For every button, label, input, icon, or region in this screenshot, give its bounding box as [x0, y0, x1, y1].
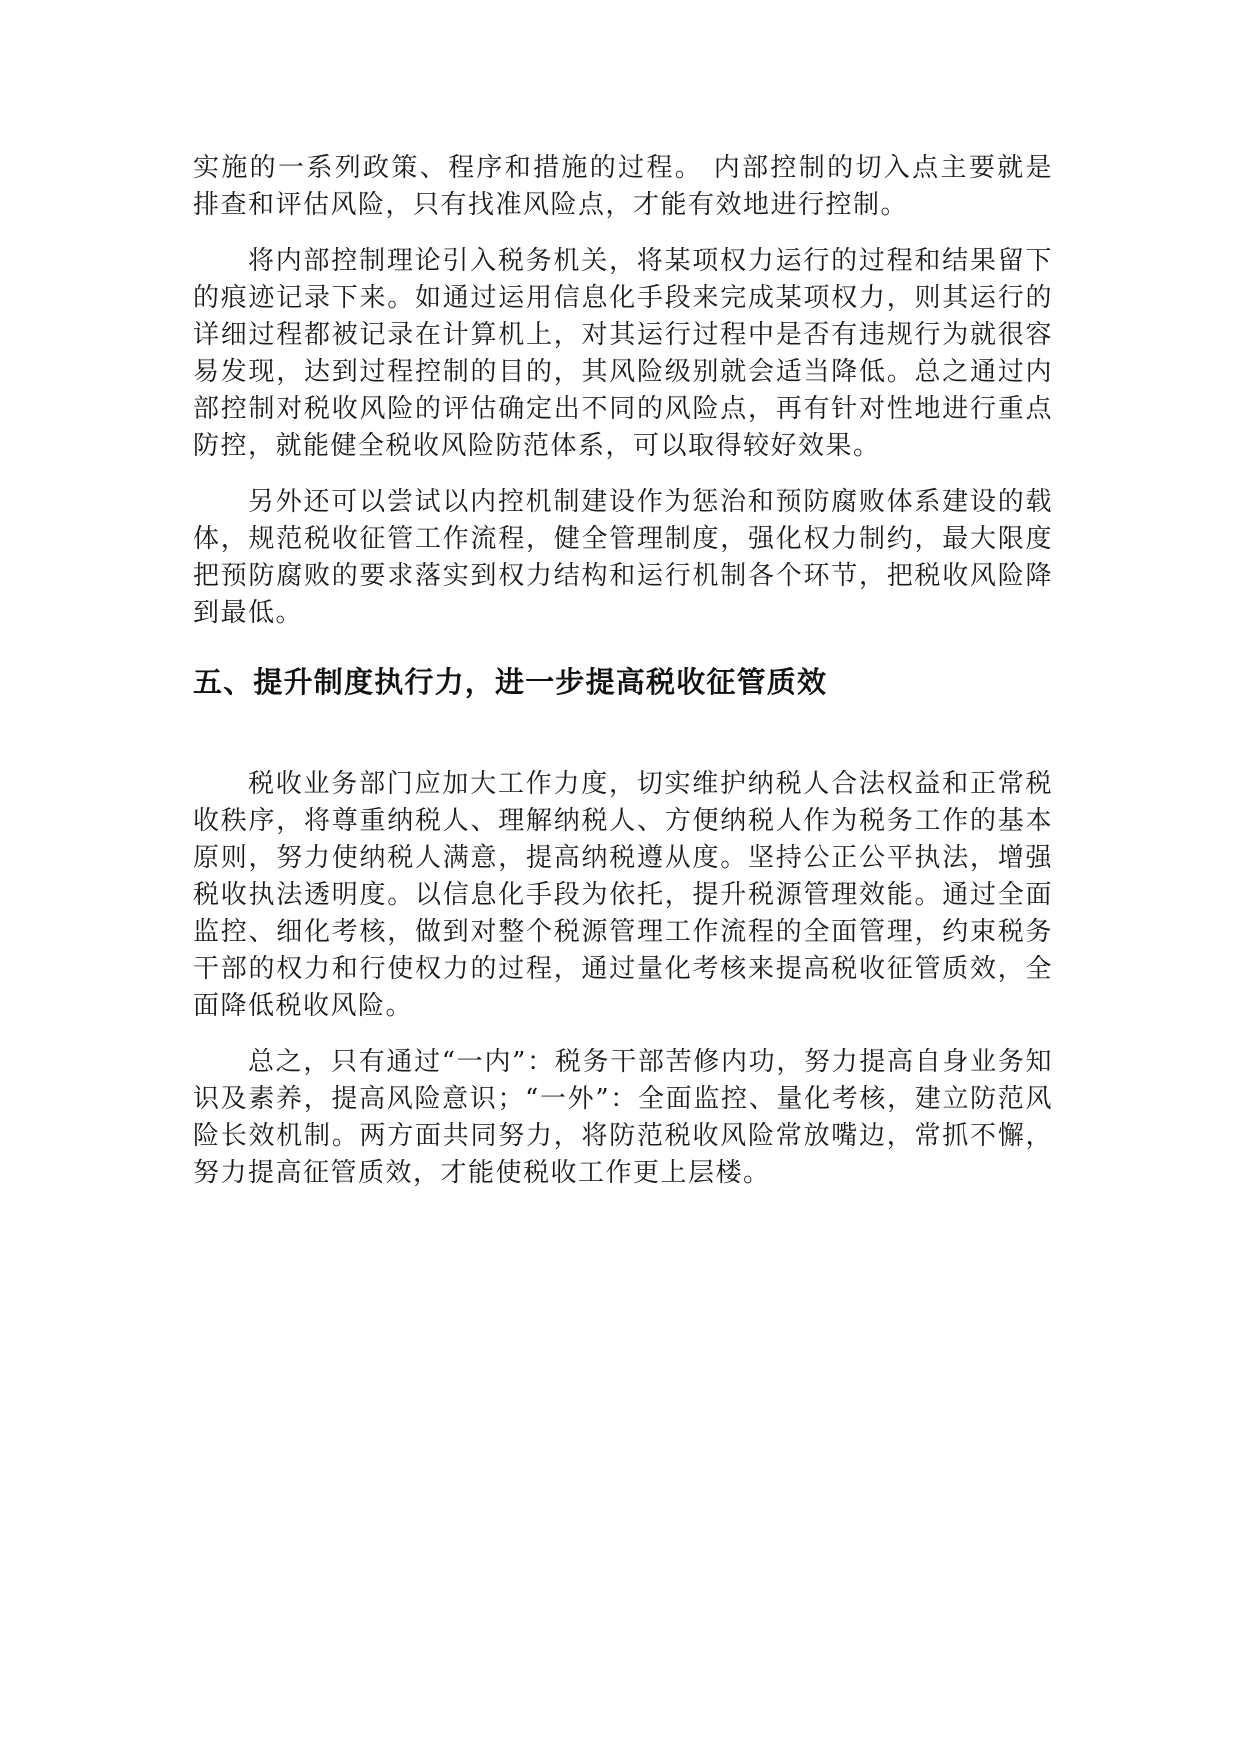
- paragraph-internal-control: 将内部控制理论引入税务机关，将某项权力运行的过程和结果留下的痕迹记录下来。如通过运用信息化手段来完成某项权力，则其运行的详细过程都被记录在计算机上，对其运行过程中是否有违规行为就很容易发现，达到过程控制的目的，其风险级别就会适当降低。总之通过内部控制对税收风险的评估确定出不同的风险点，再有针对性地进行重点防控，就能健全税收风险防范体系，可以取得较好效果。: [193, 246, 1053, 461]
- paragraph-tax-service: 税收业务部门应加大工作力度，切实维护纳税人合法权益和正常税收秩序，将尊重纳税人、理解纳税人、方便纳税人作为税务工作的基本原则，努力使纳税人满意，提高纳税遵从度。坚持公正公平执法，增强税收执法透明度。以信息化手段为依托，提升税源管理效能。通过全面监控、细化考核，做到对整个税源管理工作流程的全面管理，约束税务干部的权力和行使权力的过程，通过量化考核来提高税收征管质效，全面降低税收风险。: [193, 769, 1053, 1021]
- paragraph-conclusion: 总之，只有通过“一内”：税务干部苦修内功，努力提高自身业务知识及素养，提高风险意识；“一外”：全面监控、量化考核，建立防范风险长效机制。两方面共同努力，将防范税收风险常放嘴边，常抓不懈，努力提高征管质效，才能使税收工作更上层楼。: [193, 1047, 1053, 1188]
- paragraph-anti-corruption: 另外还可以尝试以内控机制建设作为惩治和预防腐败体系建设的载体，规范税收征管工作流程，健全管理制度，强化权力制约，最大限度把预防腐败的要求落实到权力结构和运行机制各个环节，把税收风险降到最低。: [193, 487, 1053, 628]
- document-body: [193, 150, 1053, 1192]
- section-heading: 五、提升制度执行力，进一步提高税收征管质效: [193, 665, 828, 699]
- paragraph-continuation: 实施的一系列政策、程序和措施的过程。 内部控制的切入点主要就是排查和评估风险，只有找准风险点，才能有效地进行控制。: [193, 153, 1053, 220]
